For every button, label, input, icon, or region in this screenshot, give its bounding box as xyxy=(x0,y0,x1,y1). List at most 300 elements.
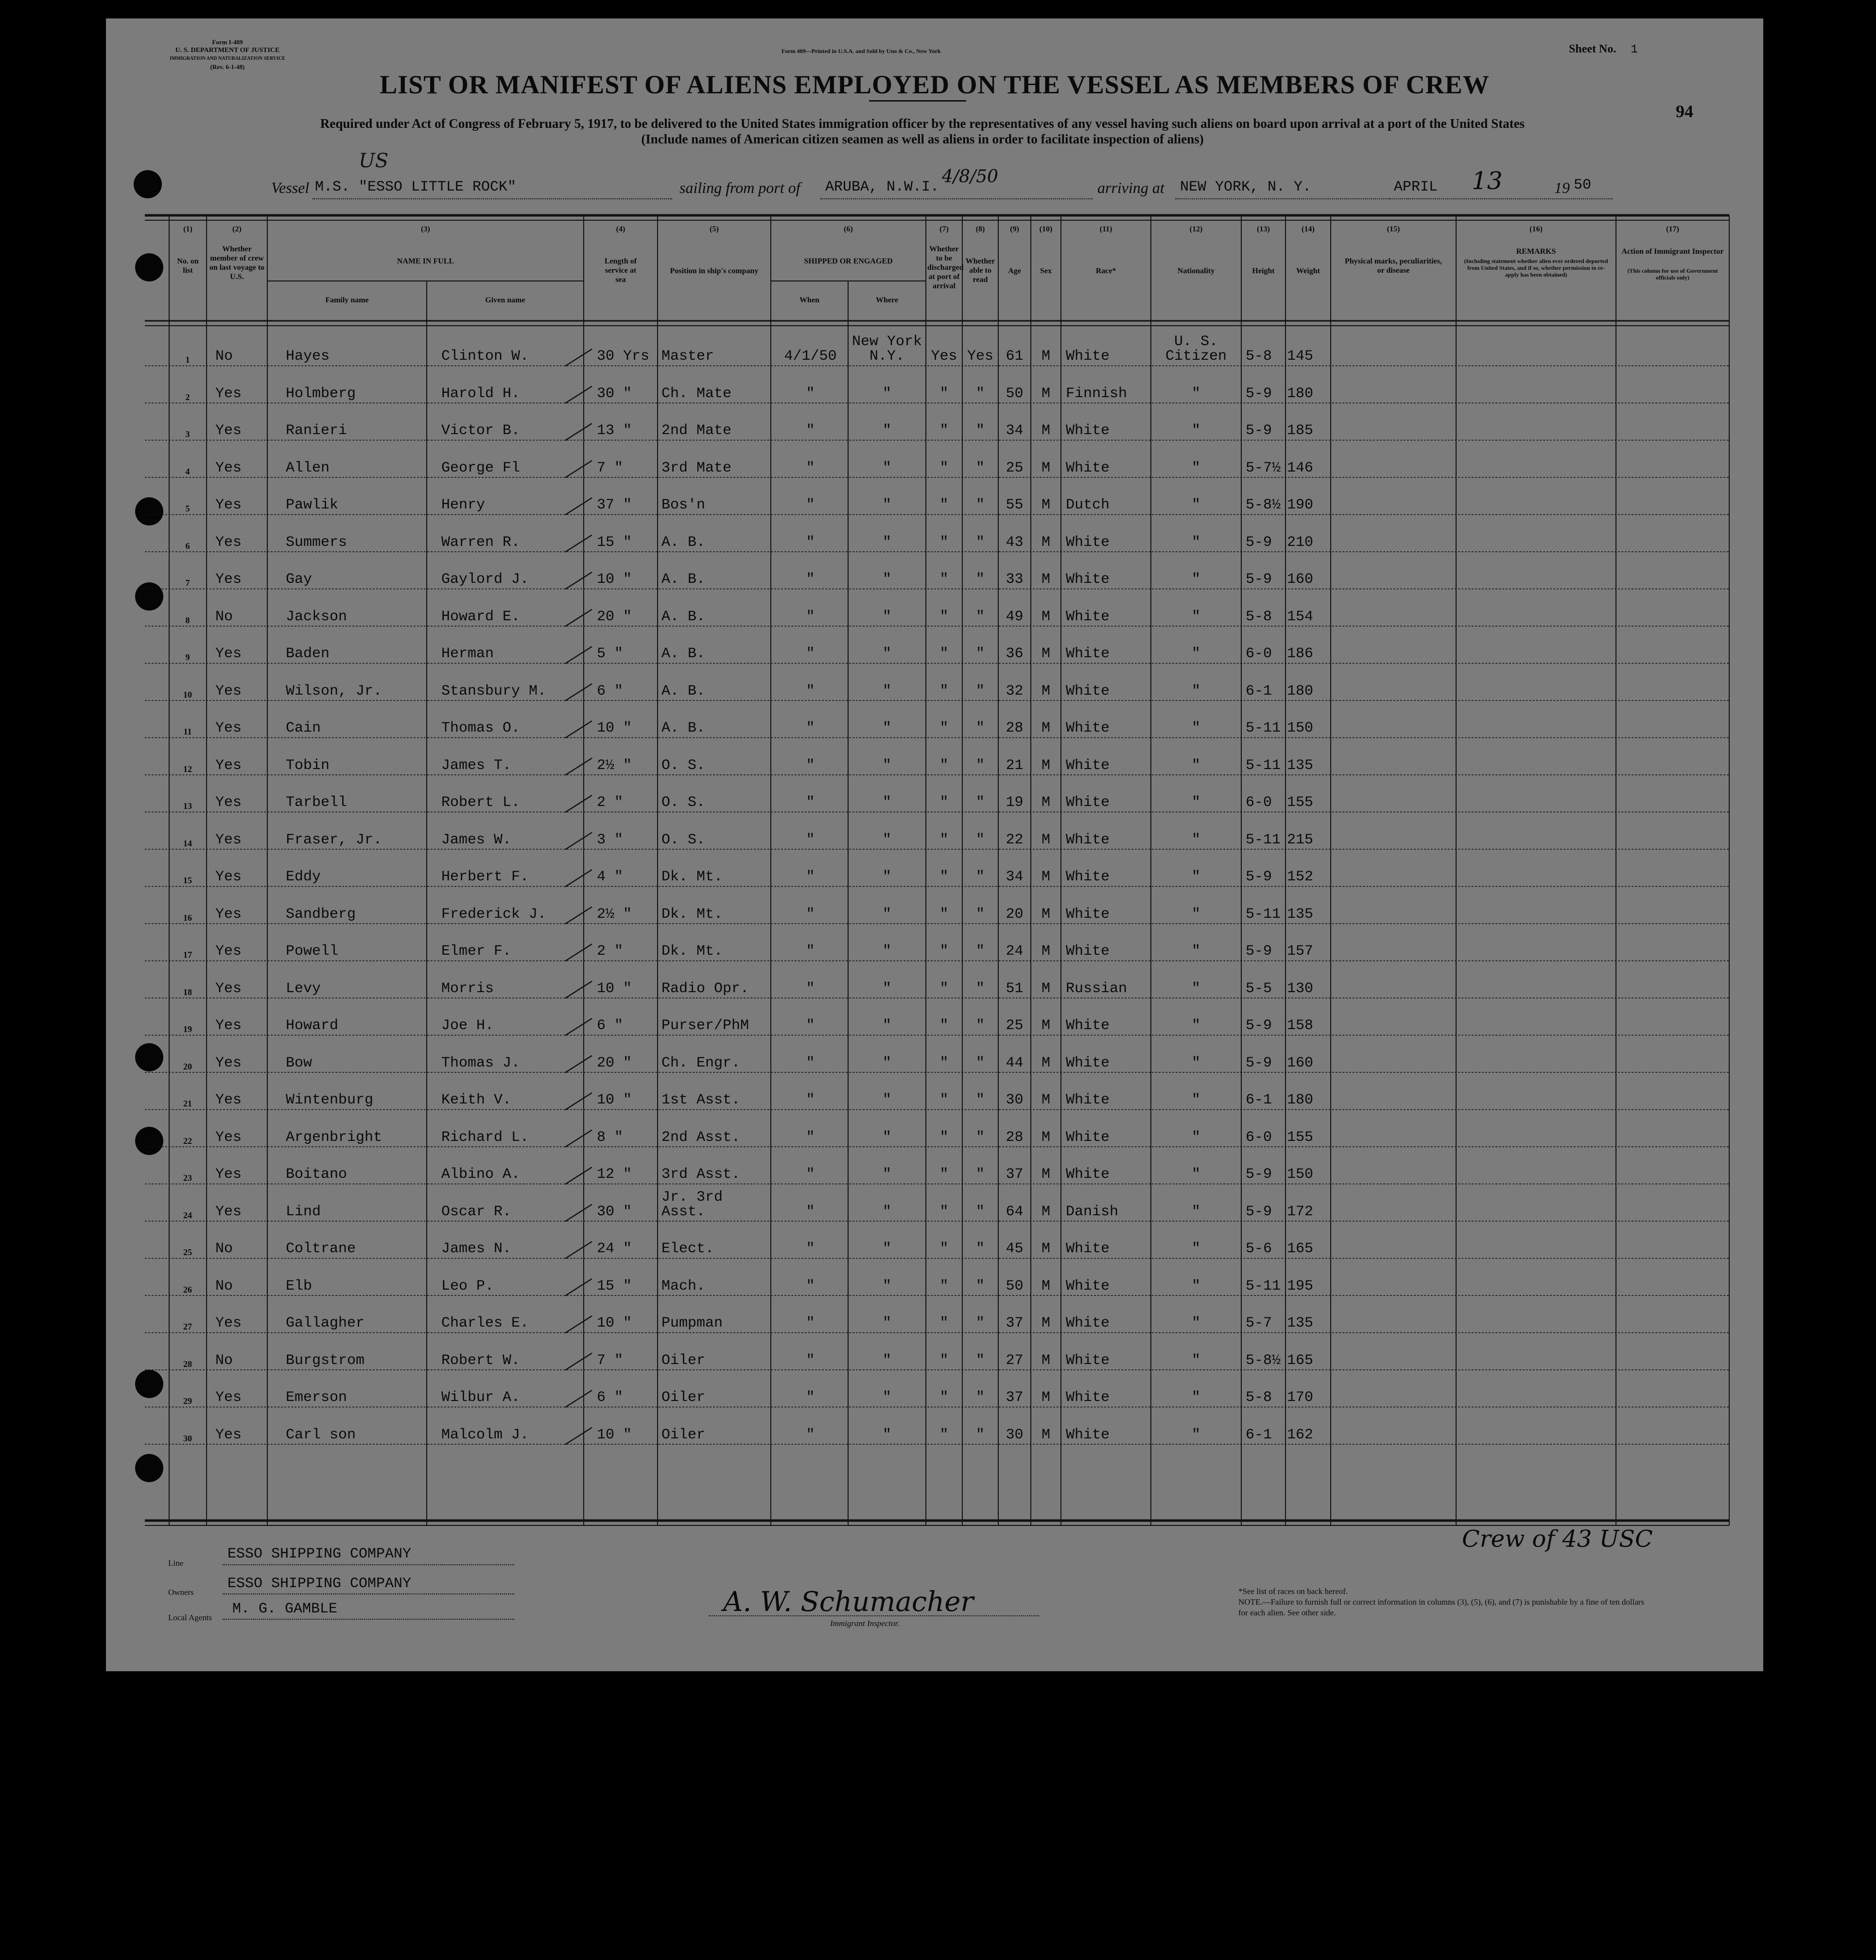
cell-age: 34 xyxy=(1006,422,1024,439)
cell-discharged: " xyxy=(939,757,949,774)
cell-height: 5-9 xyxy=(1246,1203,1272,1220)
header-sex: Sex xyxy=(1040,267,1052,275)
cell-age: 27 xyxy=(1006,1352,1024,1369)
row-number: 7 xyxy=(185,578,190,588)
cell-service: 6 " xyxy=(597,1389,624,1406)
cell-read: " xyxy=(975,906,985,923)
vessel-label: Vessel xyxy=(271,179,310,196)
col-num: (15) xyxy=(1387,225,1400,233)
cell-nationality: " xyxy=(1191,422,1200,439)
cell-discharged: " xyxy=(939,906,949,923)
cell-nationality: " xyxy=(1191,1017,1200,1034)
header-able-to-read: Whether able to read xyxy=(965,257,995,284)
check-mark xyxy=(565,1242,592,1259)
cell-where: " xyxy=(882,534,891,551)
cell-read: " xyxy=(975,459,985,476)
cell-discharged: " xyxy=(939,1278,949,1295)
cell-given-name: James T. xyxy=(441,757,512,774)
cell-where: " xyxy=(882,980,891,997)
cell-given-name: Robert W. xyxy=(441,1352,521,1369)
cell-discharged: " xyxy=(939,1389,949,1406)
cell-age: 37 xyxy=(1006,1166,1024,1183)
check-mark xyxy=(565,1093,592,1110)
header-when: When xyxy=(799,296,819,304)
cell-weight: 130 xyxy=(1287,980,1314,997)
col-num: (1) xyxy=(183,225,192,233)
cell-nationality: " xyxy=(1191,608,1200,625)
cell-last-voyage: Yes xyxy=(215,534,242,551)
cell-read: " xyxy=(975,1054,985,1071)
cell-race: White xyxy=(1066,534,1110,551)
cell-family-name: Holmberg xyxy=(286,385,356,402)
cell-position: A. B. xyxy=(661,682,706,700)
cell-nationality: " xyxy=(1191,646,1200,662)
cell-given-name: Howard E. xyxy=(441,608,521,625)
row-number: 25 xyxy=(183,1247,192,1257)
cell-weight: 165 xyxy=(1287,1241,1314,1257)
check-mark xyxy=(565,610,592,627)
cell-race: White xyxy=(1066,1389,1110,1406)
check-mark xyxy=(565,721,592,738)
cell-position: Dk. Mt. xyxy=(661,906,723,923)
cell-race: White xyxy=(1066,906,1110,923)
col-num: (6) xyxy=(844,225,853,233)
cell-when: " xyxy=(806,1241,815,1257)
cell-nationality: " xyxy=(1191,1203,1200,1220)
cell-discharged: " xyxy=(939,608,949,625)
col-num: (3) xyxy=(421,225,430,233)
check-mark xyxy=(565,572,592,589)
cell-nationality: " xyxy=(1191,906,1200,923)
cell-position: Purser/PhM xyxy=(661,1017,749,1034)
cell-height: 5-5 xyxy=(1246,980,1272,997)
cell-given-name: George Fl xyxy=(441,459,521,476)
cell-nationality: " xyxy=(1191,794,1200,811)
cell-where: " xyxy=(882,1315,891,1331)
cell-last-voyage: Yes xyxy=(215,1166,242,1183)
cell-race: White xyxy=(1066,757,1110,774)
cell-given-name: Albino A. xyxy=(441,1166,521,1183)
header-name-in-full: NAME IN FULL xyxy=(397,257,454,265)
cell-when: " xyxy=(806,906,815,923)
cell-where: " xyxy=(882,385,891,402)
cell-position: A. B. xyxy=(661,534,706,551)
cell-read: " xyxy=(975,757,985,774)
cell-sex: M xyxy=(1041,497,1050,513)
cell-where: " xyxy=(882,869,891,885)
cell-nationality: " xyxy=(1191,980,1200,997)
cell-last-voyage: Yes xyxy=(215,1054,242,1071)
cell-last-voyage: Yes xyxy=(215,1129,242,1146)
cell-age: 30 xyxy=(1006,1092,1024,1108)
row-number: 8 xyxy=(185,615,190,625)
cell-weight: 150 xyxy=(1287,720,1314,736)
cell-position: Oiler xyxy=(661,1389,706,1406)
cell-service: 10 " xyxy=(597,1092,632,1108)
cell-read: " xyxy=(975,1352,985,1369)
cell-last-voyage: No xyxy=(215,608,233,625)
cell-read: " xyxy=(975,943,985,960)
cell-height: 6-0 xyxy=(1246,794,1272,811)
cell-discharged: " xyxy=(939,1203,949,1220)
cell-sex: M xyxy=(1041,571,1050,588)
department: U. S. DEPARTMENT OF JUSTICE xyxy=(175,47,280,54)
col-num: (10) xyxy=(1039,225,1053,233)
cell-weight: 158 xyxy=(1287,1017,1314,1034)
cell-nationality: " xyxy=(1191,682,1200,700)
check-mark xyxy=(565,1018,592,1035)
check-mark xyxy=(565,684,592,701)
cell-position: 3rd Asst. xyxy=(661,1166,741,1183)
cell-read: " xyxy=(975,385,985,402)
col-num: (4) xyxy=(616,225,625,233)
cell-read: " xyxy=(975,534,985,551)
cell-weight: 145 xyxy=(1287,348,1314,365)
check-mark xyxy=(565,870,592,887)
cell-sex: M xyxy=(1041,794,1050,811)
cell-last-voyage: No xyxy=(215,1278,233,1295)
header-weight: Weight xyxy=(1296,267,1320,275)
stamp-number: 94 xyxy=(1676,102,1693,121)
cell-race: Russian xyxy=(1066,980,1128,997)
cell-weight: 146 xyxy=(1287,459,1314,476)
cell-height: 5-11 xyxy=(1246,720,1281,736)
cell-age: 34 xyxy=(1006,869,1024,885)
cell-when: " xyxy=(806,980,815,997)
row-number: 17 xyxy=(183,950,192,960)
check-mark xyxy=(565,795,592,812)
cell-where: " xyxy=(882,422,891,439)
cell-where: " xyxy=(882,459,891,476)
cell-given-name: Herbert F. xyxy=(441,869,529,885)
cell-sex: M xyxy=(1041,1389,1050,1406)
cell-position: Ch. Engr. xyxy=(661,1054,741,1071)
cell-race: Dutch xyxy=(1066,497,1110,513)
cell-family-name: Howard xyxy=(286,1017,339,1034)
cell-when: " xyxy=(806,608,815,625)
row-number: 20 xyxy=(183,1061,192,1071)
cell-when: " xyxy=(806,571,815,588)
cell-race: White xyxy=(1066,1315,1110,1331)
cell-last-voyage: Yes xyxy=(215,422,242,439)
cell-weight: 157 xyxy=(1287,943,1314,960)
cell-when: " xyxy=(806,1352,815,1369)
cell-nationality: " xyxy=(1191,385,1200,402)
check-mark xyxy=(565,1205,592,1222)
cell-position: 2nd Mate xyxy=(661,422,732,439)
cell-last-voyage: Yes xyxy=(215,459,242,476)
cell-given-name: Richard L. xyxy=(441,1129,529,1146)
cell-family-name: Argenbright xyxy=(286,1129,382,1146)
cell-sex: M xyxy=(1041,1241,1050,1257)
cell-family-name: Sandberg xyxy=(286,906,356,923)
cell-weight: 160 xyxy=(1287,1054,1314,1071)
cell-last-voyage: Yes xyxy=(215,1426,242,1443)
cell-last-voyage: Yes xyxy=(215,831,242,848)
cell-given-name: Oscar R. xyxy=(441,1203,512,1220)
col-num: (12) xyxy=(1189,225,1203,233)
sheet-value: 1 xyxy=(1631,43,1638,56)
cell-age: 43 xyxy=(1006,534,1024,551)
cell-where: " xyxy=(882,1389,891,1406)
cell-where: " xyxy=(882,1054,891,1071)
cell-where: " xyxy=(882,571,891,588)
header-height: Height xyxy=(1252,267,1275,275)
cell-when: " xyxy=(806,385,815,402)
check-mark xyxy=(565,1390,592,1407)
cell-weight: 154 xyxy=(1287,608,1314,625)
cell-discharged: " xyxy=(939,980,949,997)
cell-weight: 155 xyxy=(1287,794,1314,811)
cell-given-name: Elmer F. xyxy=(441,943,512,960)
cell-race: White xyxy=(1066,646,1110,662)
cell-position: Mach. xyxy=(661,1278,706,1295)
cell-service: 12 " xyxy=(597,1166,632,1183)
cell-service: 2 " xyxy=(597,943,624,960)
cell-family-name: Wintenburg xyxy=(286,1092,374,1108)
cell-sex: M xyxy=(1041,869,1050,885)
cell-age: 30 xyxy=(1006,1426,1024,1443)
cell-sex: M xyxy=(1041,980,1050,997)
cell-discharged: " xyxy=(939,1315,949,1331)
cell-service: 10 " xyxy=(597,1426,632,1443)
cell-position: Ch. Mate xyxy=(661,385,732,402)
cell-last-voyage: Yes xyxy=(215,385,242,402)
cell-family-name: Ranieri xyxy=(286,422,347,439)
cell-position: 3rd Mate xyxy=(661,459,732,476)
row-number: 3 xyxy=(185,429,190,439)
cell-height: 5-9 xyxy=(1246,1166,1272,1183)
cell-weight: 135 xyxy=(1287,906,1314,923)
header-inspector-action: Action of Immigrant Inspector xyxy=(1621,247,1724,256)
page-title: LIST OR MANIFEST OF ALIENS EMPLOYED ON THE VESSEL AS MEMBERS OF CREW xyxy=(380,70,1490,99)
cell-discharged: " xyxy=(939,422,949,439)
cell-age: 50 xyxy=(1006,1278,1024,1295)
header-age: Age xyxy=(1008,267,1021,275)
check-mark xyxy=(565,1279,592,1296)
cell-race: White xyxy=(1066,422,1110,439)
cell-service: 5 " xyxy=(597,646,624,662)
cell-race: White xyxy=(1066,1166,1110,1183)
cell-race: White xyxy=(1066,1017,1110,1034)
cell-family-name: Cain xyxy=(286,720,321,736)
cell-discharged: " xyxy=(939,1092,949,1108)
cell-height: 5-9 xyxy=(1246,943,1272,960)
cell-sex: M xyxy=(1041,1203,1050,1220)
cell-sex: M xyxy=(1041,422,1050,439)
cell-when: " xyxy=(806,1054,815,1071)
cell-discharged: " xyxy=(939,943,949,960)
cell-weight: 150 xyxy=(1287,1166,1314,1183)
cell-family-name: Coltrane xyxy=(286,1241,356,1257)
check-mark xyxy=(565,423,592,440)
cell-sex: M xyxy=(1041,1352,1050,1369)
cell-discharged: " xyxy=(939,646,949,662)
cell-height: 5-9 xyxy=(1246,1017,1272,1034)
cell-family-name: Gallagher xyxy=(286,1315,365,1331)
inspector-signature: A. W. Schumacher xyxy=(723,1586,974,1618)
subtitle-line2: (Include names of American citizen seamen as well as aliens in order to facilitate inspection of aliens) xyxy=(641,132,1204,146)
cell-nationality: " xyxy=(1191,459,1200,476)
cell-family-name: Fraser, Jr. xyxy=(286,831,382,848)
row-number: 29 xyxy=(183,1396,192,1406)
cell-last-voyage: Yes xyxy=(215,1389,242,1406)
cell-nationality: " xyxy=(1191,1092,1200,1108)
cell-discharged: " xyxy=(939,1054,949,1071)
cell-where: " xyxy=(882,1203,891,1220)
cell-discharged: " xyxy=(939,534,949,551)
cell-age: 25 xyxy=(1006,1017,1024,1034)
cell-service: 8 " xyxy=(597,1129,624,1146)
agents-label: Local Agents xyxy=(168,1613,212,1622)
cell-race: White xyxy=(1066,1129,1110,1146)
cell-family-name: Allen xyxy=(286,459,330,476)
cell-age: 36 xyxy=(1006,646,1024,662)
cell-race: Danish xyxy=(1066,1203,1119,1220)
row-number: 2 xyxy=(185,392,190,402)
cell-discharged: " xyxy=(939,794,949,811)
sailing-label: sailing from port of xyxy=(679,179,800,196)
cell-read: " xyxy=(975,794,985,811)
cell-given-name: Thomas O. xyxy=(441,720,521,736)
cell-position: 1st Asst. xyxy=(661,1092,741,1108)
cell-height: 5-8½ xyxy=(1246,497,1281,513)
cell-service: 30 Yrs xyxy=(597,348,650,365)
row-number: 1 xyxy=(185,355,190,365)
cell-given-name: Keith V. xyxy=(441,1092,512,1108)
cell-race: White xyxy=(1066,1241,1110,1257)
cell-sex: M xyxy=(1041,534,1050,551)
header-race: Race* xyxy=(1095,267,1116,275)
header-family-name: Family name xyxy=(325,296,369,304)
cell-height: 5-9 xyxy=(1246,534,1272,551)
row-number: 19 xyxy=(183,1024,192,1034)
header-no-on-list: No. on list xyxy=(177,257,199,275)
row-number: 22 xyxy=(183,1136,192,1146)
cell-sex: M xyxy=(1041,682,1050,700)
cell-service: 2½ " xyxy=(597,906,632,923)
cell-race: White xyxy=(1066,1278,1110,1295)
cell-where: " xyxy=(882,1129,891,1146)
cell-nationality: " xyxy=(1191,757,1200,774)
cell-sex: M xyxy=(1041,608,1050,625)
check-mark xyxy=(565,907,592,924)
cell-given-name: Clinton W. xyxy=(441,348,529,365)
cell-height: 5-8 xyxy=(1246,608,1272,625)
cell-weight: 162 xyxy=(1287,1426,1314,1443)
cell-discharged: " xyxy=(939,1129,949,1146)
cell-height: 5-11 xyxy=(1246,831,1281,848)
cell-last-voyage: No xyxy=(215,348,233,365)
cell-nationality: " xyxy=(1191,1426,1200,1443)
cell-when: " xyxy=(806,682,815,700)
row-number: 30 xyxy=(183,1433,192,1443)
cell-read: " xyxy=(975,1426,985,1443)
cell-family-name: Tarbell xyxy=(286,794,347,811)
vessel-name: M.S. "ESSO LITTLE ROCK" xyxy=(315,179,517,195)
cell-position: Oiler xyxy=(661,1426,706,1443)
cell-sex: M xyxy=(1041,1017,1050,1034)
cell-last-voyage: Yes xyxy=(215,497,242,513)
cell-nationality: " xyxy=(1191,1389,1200,1406)
cell-when: " xyxy=(806,720,815,736)
cell-age: 21 xyxy=(1006,757,1024,774)
col-num: (9) xyxy=(1010,225,1019,233)
port-to: NEW YORK, N. Y. xyxy=(1180,179,1312,195)
header-remarks: REMARKS xyxy=(1516,247,1556,256)
cell-when: " xyxy=(806,646,815,662)
col-num: (13) xyxy=(1257,225,1270,233)
cell-where: " xyxy=(882,497,891,513)
cell-position: O. S. xyxy=(661,794,706,811)
subtitle-line1: Required under Act of Congress of February 5, 1917, to be delivered to the United States immigration officer by the representatives of any vessel having such aliens on board upon arrival at a port of the United States xyxy=(320,116,1525,131)
cell-given-name: James W. xyxy=(441,831,512,848)
check-mark xyxy=(565,461,592,478)
cell-service: 3 " xyxy=(597,831,624,848)
cell-nationality: " xyxy=(1191,869,1200,885)
cell-nationality: " xyxy=(1191,1054,1200,1071)
cell-age: 32 xyxy=(1006,682,1024,700)
cell-position: Jr. 3rd Asst. xyxy=(661,1189,723,1220)
cell-height: 5-8 xyxy=(1246,1389,1272,1406)
cell-sex: M xyxy=(1041,385,1050,402)
cell-nationality: U. S. Citizen xyxy=(1165,333,1227,365)
cell-given-name: Henry xyxy=(441,497,486,513)
cell-age: 33 xyxy=(1006,571,1024,588)
owners-label: Owners xyxy=(168,1588,194,1597)
cell-height: 5-9 xyxy=(1246,869,1272,885)
cell-height: 6-1 xyxy=(1246,682,1272,700)
cell-where: " xyxy=(882,943,891,960)
cell-age: 37 xyxy=(1006,1389,1024,1406)
cell-discharged: " xyxy=(939,869,949,885)
cell-nationality: " xyxy=(1191,1315,1200,1331)
header-discharged: Whether to be discharged at port of arrival xyxy=(927,245,964,290)
row-number: 27 xyxy=(183,1322,192,1331)
cell-race: White xyxy=(1066,571,1110,588)
cell-where: " xyxy=(882,1278,891,1295)
cell-height: 5-8½ xyxy=(1246,1352,1281,1369)
year-suffix: 50 xyxy=(1574,177,1592,193)
cell-last-voyage: Yes xyxy=(215,571,242,588)
cell-when: " xyxy=(806,943,815,960)
sheet-label: Sheet No. xyxy=(1569,43,1616,55)
cell-family-name: Tobin xyxy=(286,757,330,774)
cell-height: 6-1 xyxy=(1246,1426,1272,1443)
cell-weight: 195 xyxy=(1287,1278,1314,1295)
cell-race: White xyxy=(1066,682,1110,700)
cell-where: " xyxy=(882,794,891,811)
cell-last-voyage: Yes xyxy=(215,646,242,662)
check-mark xyxy=(565,944,592,961)
arrival-day: 13 xyxy=(1472,167,1503,195)
cell-height: 6-0 xyxy=(1246,646,1272,662)
agents-value: M. G. GAMBLE xyxy=(232,1601,338,1617)
line-label: Line xyxy=(168,1558,184,1568)
row-number: 12 xyxy=(183,764,192,774)
cell-given-name: Robert L. xyxy=(441,794,521,811)
cell-service: 20 " xyxy=(597,1054,632,1071)
cell-race: White xyxy=(1066,831,1110,848)
header-where: Where xyxy=(876,296,898,304)
cell-height: 5-9 xyxy=(1246,422,1272,439)
cell-race: White xyxy=(1066,1352,1110,1369)
cell-service: 37 " xyxy=(597,497,632,513)
cell-discharged: " xyxy=(939,1426,949,1443)
cell-given-name: Victor B. xyxy=(441,422,521,439)
cell-last-voyage: Yes xyxy=(215,1092,242,1108)
cell-race: White xyxy=(1066,608,1110,625)
